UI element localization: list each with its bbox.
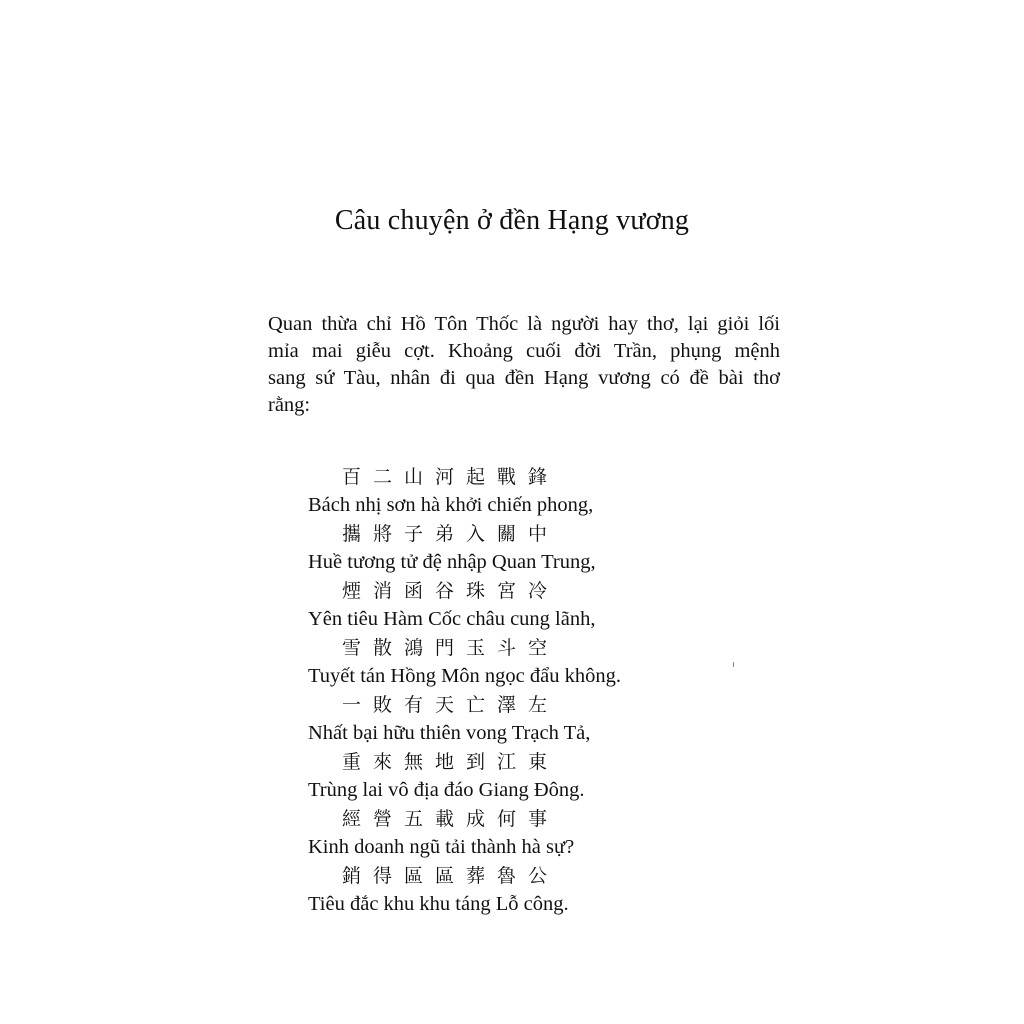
poem-verse bbox=[308, 634, 728, 691]
poem-verse bbox=[308, 805, 728, 862]
poem-verse bbox=[308, 577, 728, 634]
poem-han-line: 百二山河起戰鋒 bbox=[342, 466, 560, 488]
poem-verse bbox=[308, 463, 728, 520]
poem-han-line: 銷得區區葬魯公 bbox=[342, 865, 560, 887]
poem-han-line: 煙消函谷珠宮冷 bbox=[342, 580, 560, 602]
poem-viet-line: Bách nhị sơn hà khởi chiến phong, bbox=[308, 494, 594, 516]
poem-viet-line: Kinh doanh ngũ tải thành hà sự? bbox=[308, 836, 575, 858]
intro-paragraph bbox=[268, 311, 780, 419]
poem-viet-line: Nhất bại hữu thiên vong Trạch Tả, bbox=[308, 722, 591, 744]
intro-line: rằng: bbox=[268, 394, 311, 416]
poem-viet-line: Trùng lai vô địa đáo Giang Đông. bbox=[308, 779, 585, 801]
poem-verse bbox=[308, 691, 728, 748]
intro-line: Quan thừa chỉ Hồ Tôn Thốc là người hay thơ, lại giỏi lối bbox=[268, 313, 780, 335]
poem-verse bbox=[308, 748, 728, 805]
poem-viet-line: Tuyết tán Hồng Môn ngọc đẩu không. bbox=[308, 665, 621, 687]
intro-line: sang sứ Tàu, nhân đi qua đền Hạng vương có đề bài thơ bbox=[268, 367, 780, 389]
poem-han-line: 經營五載成何事 bbox=[342, 808, 560, 830]
poem bbox=[308, 463, 728, 919]
chapter-title: Câu chuyện ở đền Hạng vương bbox=[334, 205, 690, 236]
poem-viet-line: Huề tương tử đệ nhập Quan Trung, bbox=[308, 551, 596, 573]
poem-han-line: 攜將子弟入關中 bbox=[342, 523, 560, 545]
poem-han-line: 雪散鴻門玉斗空 bbox=[342, 637, 560, 659]
poem-han-line: 一敗有天亡澤左 bbox=[342, 694, 560, 716]
poem-viet-line: Yên tiêu Hàm Cốc châu cung lãnh, bbox=[308, 608, 596, 630]
poem-han-line: 重來無地到江東 bbox=[342, 751, 560, 773]
poem-viet-line: Tiêu đắc khu khu táng Lỗ công. bbox=[308, 893, 569, 915]
poem-verse bbox=[308, 520, 728, 577]
intro-line: mỉa mai giễu cợt. Khoảng cuối đời Trần, phụng mệnh bbox=[268, 340, 780, 362]
scan-speck bbox=[733, 662, 734, 667]
poem-verse bbox=[308, 862, 728, 919]
